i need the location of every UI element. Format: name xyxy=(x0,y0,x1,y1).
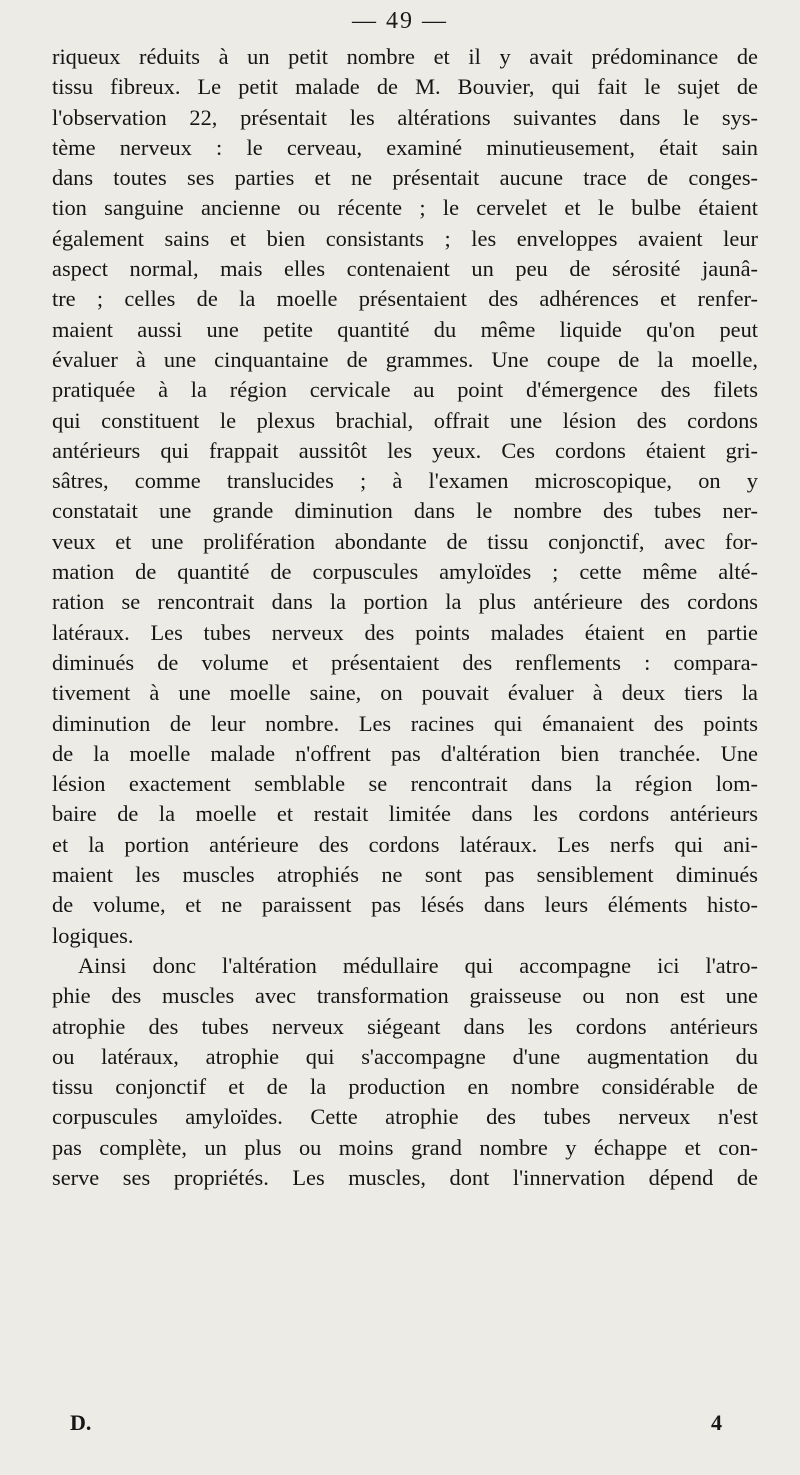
text-line: tissu fibreux. Le petit malade de M. Bouvier, qui fait le sujet de xyxy=(52,74,758,100)
text-line: dans toutes ses parties et ne présentait aucune trace de conges- xyxy=(52,165,758,191)
text-line: et la portion antérieure des cordons latéraux. Les nerfs qui ani- xyxy=(52,831,758,857)
text-line: mation de quantité de corpuscules amyloïdes ; cette même alté- xyxy=(52,559,758,585)
text-line: atrophie des tubes nerveux siégeant dans les cordons antérieurs xyxy=(52,1013,758,1039)
paragraph-1 xyxy=(52,42,758,951)
text-line: serve ses propriétés. Les muscles, dont l'innervation dépend de xyxy=(52,1164,758,1190)
text-line: de la moelle malade n'offrent pas d'altération bien tranchée. Une xyxy=(52,740,758,766)
text-line: Ainsi donc l'altération médullaire qui accompagne ici l'atro- xyxy=(78,952,758,978)
text-line: diminution de leur nombre. Les racines qui émanaient des points xyxy=(52,710,758,736)
text-line: maient aussi une petite quantité du même liquide qu'on peut xyxy=(52,316,758,342)
text-line: qui constituent le plexus brachial, offrait une lésion des cordons xyxy=(52,407,758,433)
page-number: — 49 — xyxy=(352,8,448,34)
text-line: pas complète, un plus ou moins grand nombre y échappe et con- xyxy=(52,1134,758,1160)
signature-letter: D. xyxy=(70,1410,92,1435)
text-line: évaluer à une cinquantaine de grammes. Une coupe de la moelle, xyxy=(52,346,758,372)
signature-number: 4 xyxy=(711,1410,722,1435)
text-line: tre ; celles de la moelle présentaient des adhérences et renfer- xyxy=(52,286,758,312)
text-line: constatait une grande diminution dans le nombre des tubes ner- xyxy=(52,498,758,524)
text-line: tion sanguine ancienne ou récente ; le cervelet et le bulbe étaient xyxy=(52,195,758,221)
text-line: tissu conjonctif et de la production en nombre considérable de xyxy=(52,1074,758,1100)
text-line: diminués de volume et présentaient des renflements : compara- xyxy=(52,649,758,675)
text-line: logiques. xyxy=(52,922,134,948)
text-line: maient les muscles atrophiés ne sont pas sensiblement diminués xyxy=(52,862,758,888)
text-line: l'observation 22, présentait les altérations suivantes dans le sys- xyxy=(52,104,758,130)
text-line: baire de la moelle et restait limitée dans les cordons antérieurs xyxy=(52,801,758,827)
text-line: sâtres, comme translucides ; à l'examen microscopique, on y xyxy=(52,468,758,494)
text-line: ou latéraux, atrophie qui s'accompagne d'une augmentation du xyxy=(52,1043,758,1069)
text-line: tivement à une moelle saine, on pouvait évaluer à deux tiers la xyxy=(52,680,758,706)
paragraph-2 xyxy=(52,951,758,1193)
text-line: pratiquée à la région cervicale au point d'émergence des filets xyxy=(52,377,758,403)
text-line: riqueux réduits à un petit nombre et il y avait prédominance de xyxy=(52,44,758,69)
text-line: tème nerveux : le cerveau, examiné minutieusement, était sain xyxy=(52,134,758,160)
text-line: également sains et bien consistants ; les enveloppes avaient leur xyxy=(52,225,758,251)
text-line: antérieurs qui frappait aussitôt les yeux. Ces cordons étaient gri- xyxy=(52,437,758,463)
text-line: de volume, et ne paraissent pas lésés dans leurs éléments histo- xyxy=(52,892,758,918)
text-line: aspect normal, mais elles contenaient un peu de sérosité jaunâ- xyxy=(52,256,758,282)
body-text xyxy=(52,42,758,1193)
text-line: veux et une prolifération abondante de tissu conjonctif, avec for- xyxy=(52,528,758,554)
text-line: lésion exactement semblable se rencontrait dans la région lom- xyxy=(52,771,758,797)
text-line: latéraux. Les tubes nerveux des points malades étaient en partie xyxy=(52,619,758,645)
text-line: ration se rencontrait dans la portion la plus antérieure des cordons xyxy=(52,589,758,615)
text-line: corpuscules amyloïdes. Cette atrophie des tubes nerveux n'est xyxy=(52,1104,758,1130)
text-line: phie des muscles avec transformation graisseuse ou non est une xyxy=(52,983,758,1009)
